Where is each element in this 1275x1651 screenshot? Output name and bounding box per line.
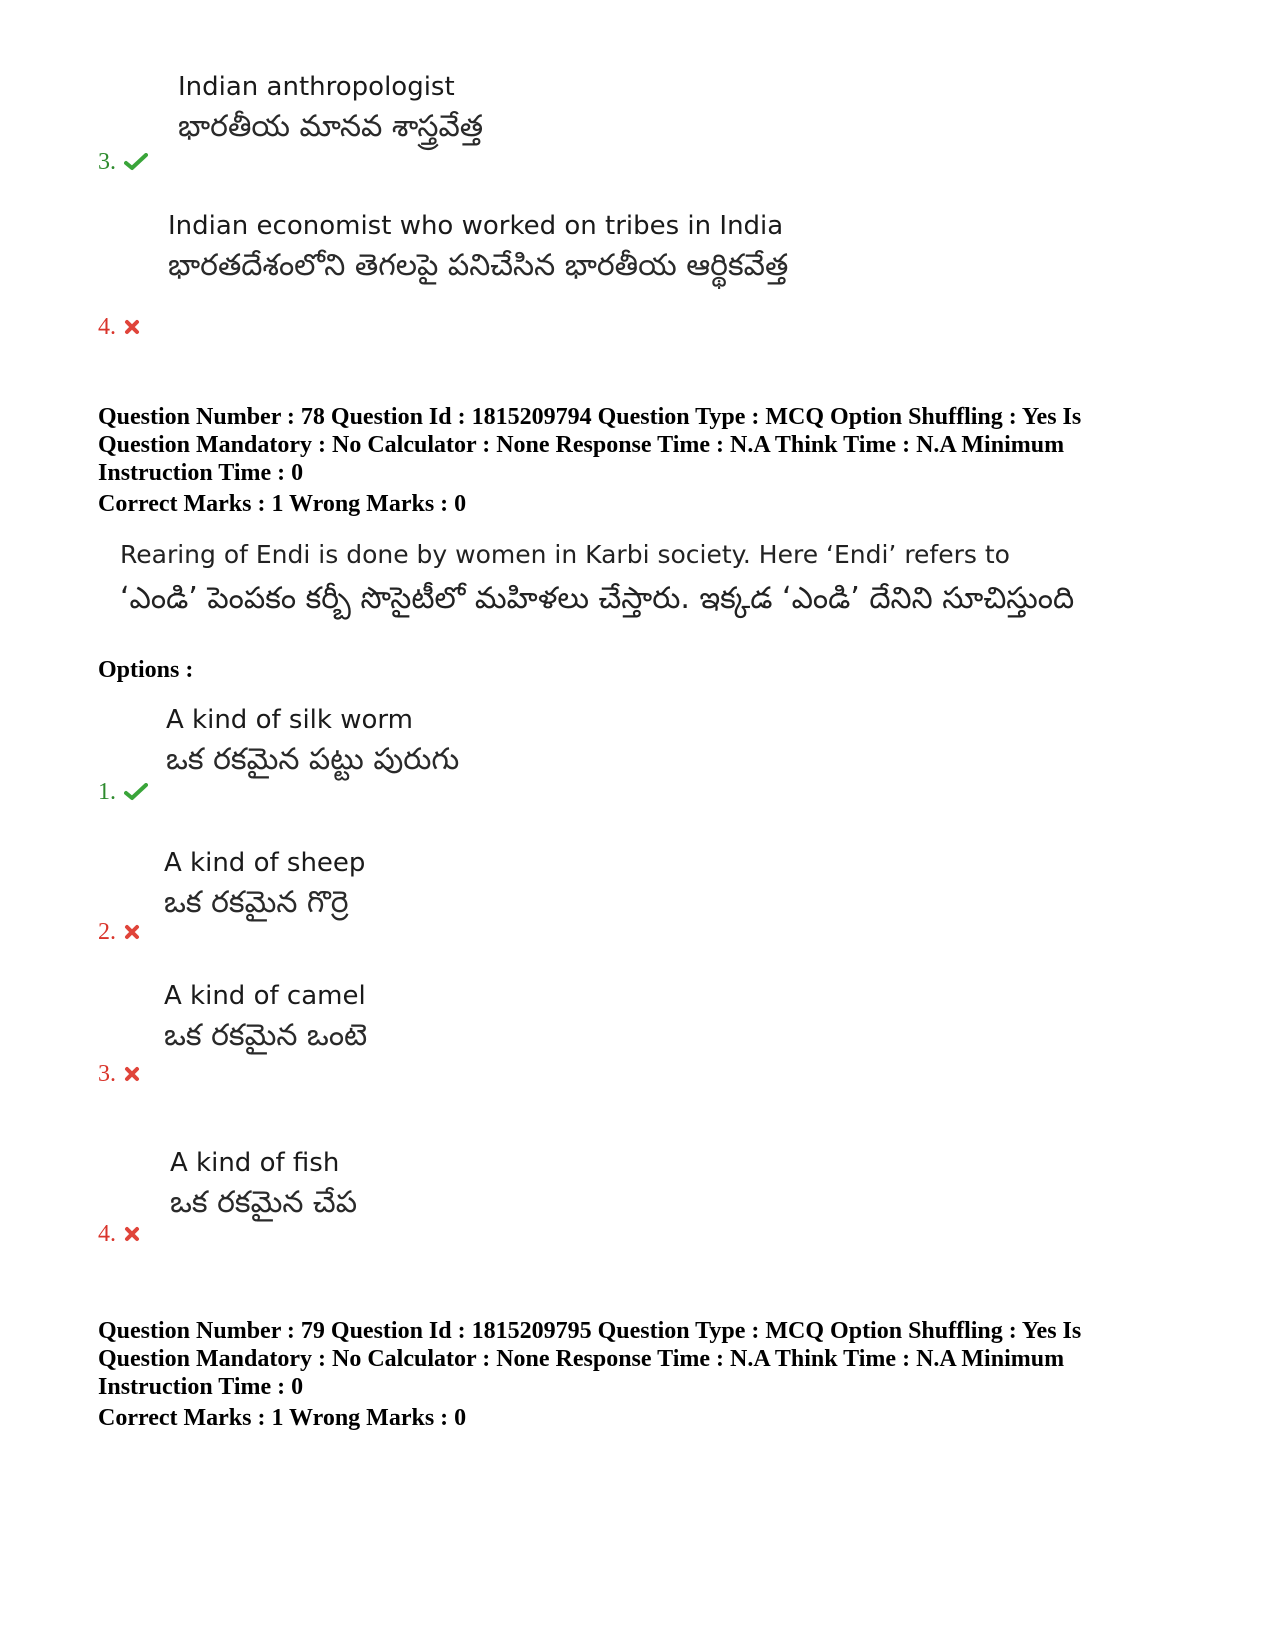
option-text-en: Indian economist who worked on tribes in India xyxy=(168,211,784,241)
option-text-te: ఒక రకమైన పట్టు పురుగు xyxy=(166,742,460,777)
check-mark-icon xyxy=(124,783,148,801)
option-text-te: భారతీయ మానవ శాస్త్రవేత్త xyxy=(178,109,484,144)
option-text-en: Indian anthropologist xyxy=(178,72,455,102)
option-image xyxy=(166,707,459,775)
option-number xyxy=(98,780,148,804)
option-number-label: 4. xyxy=(98,314,116,340)
option-number-label: 4. xyxy=(98,1221,116,1247)
option-number-label: 1. xyxy=(98,779,116,805)
option-image xyxy=(164,983,367,1051)
option-number xyxy=(98,920,140,944)
cross-mark-icon xyxy=(124,319,140,335)
option-image xyxy=(170,1150,357,1218)
question-meta: Question Number : 79 Question Id : 1815209795 Question Type : MCQ Option Shuffling : Yes Is Question Mandatory : No Calculator : None Response Time : N.A Think Time : N.A Minimum Instruction Time : 0 xyxy=(98,1318,1082,1400)
option-number xyxy=(98,315,140,339)
question-meta: Question Number : 78 Question Id : 1815209794 Question Type : MCQ Option Shuffling : Yes Is Question Mandatory : No Calculator : None Response Time : N.A Think Time : N.A Minimum Instruction Time : 0 xyxy=(98,404,1082,486)
option-text-en: A kind of sheep xyxy=(164,848,366,878)
question-text-te: ‘ఎండి’ పెంపకం కర్బీ సొసైటీలో మహిళలు చేస్తారు. ఇక్కడ ‘ఎండి’ దేనిని సూచిస్తుంది xyxy=(120,581,1075,616)
check-mark-icon xyxy=(124,153,148,171)
cross-mark-icon xyxy=(124,1066,140,1082)
option-number xyxy=(98,1062,140,1086)
option-number xyxy=(98,1222,140,1246)
option-text-en: A kind of camel xyxy=(164,981,366,1011)
option-image xyxy=(168,213,788,281)
question-text-en: Rearing of Endi is done by women in Karbi society. Here ‘Endi’ refers to xyxy=(120,540,1010,569)
option-text-en: A kind of silk worm xyxy=(166,705,413,735)
option-number-label: 2. xyxy=(98,919,116,945)
option-text-te: ఒక రకమైన చేప xyxy=(170,1185,358,1220)
cross-mark-icon xyxy=(124,1226,140,1242)
question-text xyxy=(120,540,1120,619)
option-number xyxy=(98,150,148,174)
option-text-te: భారతదేశంలోని తెగలపై పనిచేసిన భారతీయ ఆర్థికవేత్త xyxy=(168,248,789,283)
option-text-te: ఒక రకమైన గొర్రె xyxy=(164,885,349,920)
question-marks: Correct Marks : 1 Wrong Marks : 0 xyxy=(98,1405,467,1431)
question-marks: Correct Marks : 1 Wrong Marks : 0 xyxy=(98,491,467,517)
options-label: Options : xyxy=(98,657,194,683)
option-number-label: 3. xyxy=(98,149,116,175)
option-text-en: A kind of fish xyxy=(170,1148,340,1178)
option-image xyxy=(164,850,365,918)
option-number-label: 3. xyxy=(98,1061,116,1087)
option-text-te: ఒక రకమైన ఒంటె xyxy=(164,1018,368,1053)
option-image xyxy=(178,74,483,142)
cross-mark-icon xyxy=(124,924,140,940)
